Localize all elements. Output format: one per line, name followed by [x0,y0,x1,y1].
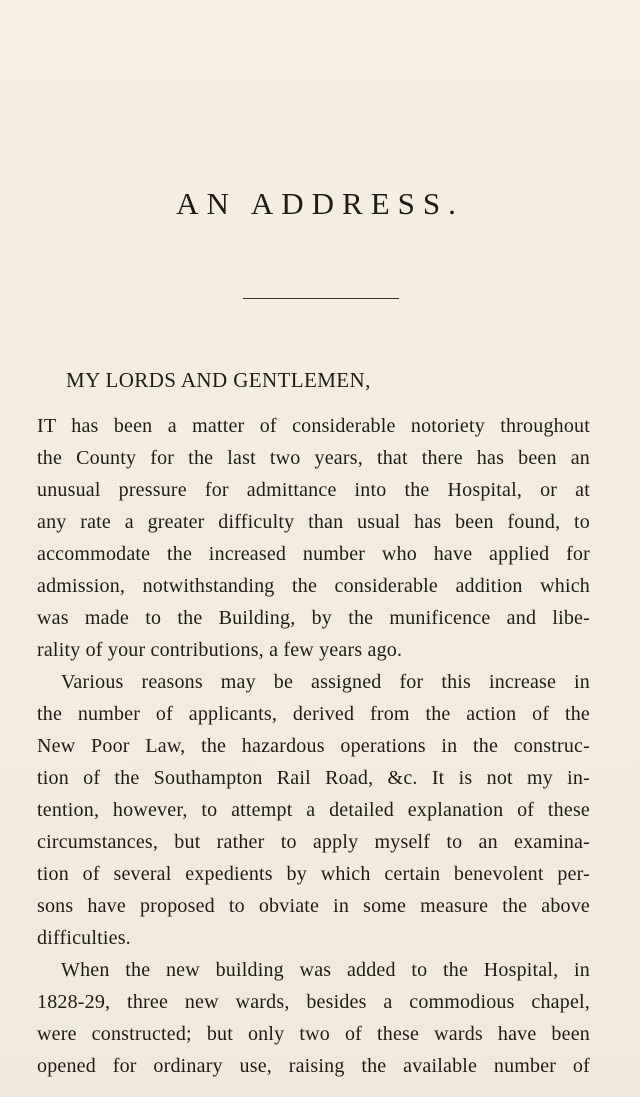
text-line: difficulties. [37,927,131,949]
paragraph-1 [37,410,590,666]
text-line: Various reasons may be assigned for this increase in [61,671,590,693]
text-line: unusual pressure for admittance into the Hospital, or at [37,479,590,501]
paragraph-3 [37,954,590,1082]
text-line: sons have proposed to obviate in some measure the above [37,895,590,917]
text-line: opened for ordinary use, raising the available number of [37,1055,590,1077]
text-line: IT has been a matter of considerable notoriety throughout [37,415,590,437]
text-line: admission, notwithstanding the considerable addition which [37,575,590,597]
body-text [37,410,590,1082]
text-line: were constructed; but only two of these wards have been [37,1023,590,1045]
text-line: the number of applicants, derived from the action of the [37,703,590,725]
text-line: tion of several expedients by which certain benevolent per- [37,863,590,885]
text-line: tention, however, to attempt a detailed explanation of these [37,799,590,821]
text-line: accommodate the increased number who have applied for [37,543,590,565]
text-line: 1828-29, three new wards, besides a commodious chapel, [37,991,590,1013]
text-line: circumstances, but rather to apply myself to an examina- [37,831,590,853]
text-line: When the new building was added to the Hospital, in [61,959,590,981]
text-line: any rate a greater difficulty than usual has been found, to [37,511,590,533]
text-line: rality of your contributions, a few years ago. [37,639,403,661]
text-line: the County for the last two years, that there has been an [37,447,590,469]
text-line: tion of the Southampton Rail Road, &c. It is not my in- [37,767,590,789]
salutation: MY LORDS AND GENTLEMEN, [66,368,371,392]
page-title: AN ADDRESS. [176,186,464,221]
text-line: New Poor Law, the hazardous operations in the construc- [37,735,590,757]
horizontal-rule [243,298,399,299]
paragraph-2 [37,666,590,954]
text-line: was made to the Building, by the munificence and libe- [37,607,590,629]
